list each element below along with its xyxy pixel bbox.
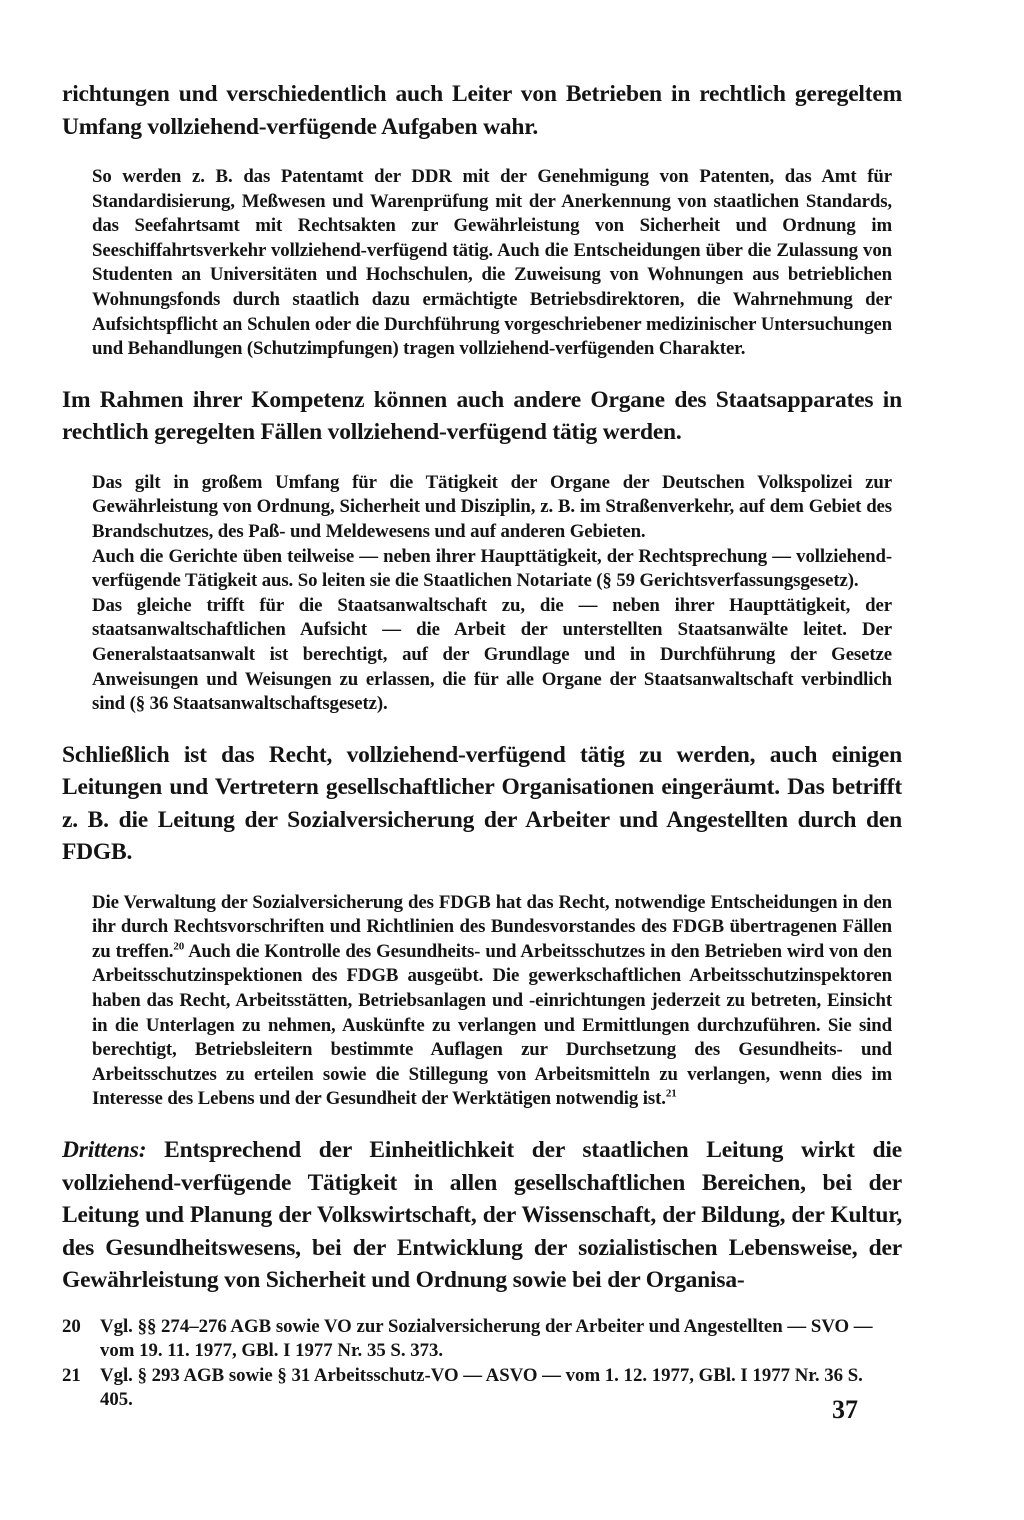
footnote-number: 20 [62, 1315, 81, 1337]
footnote-20 [62, 1315, 902, 1364]
indented-paragraph-2b: Auch die Gerichte üben teilweise — neben ihrer Haupttätigkeit, der Rechtsprechung — vollziehend-verfügende Tätigkeit aus. So leiten sie die Staatlichen Notariate (§ 59 Gerichtsverfassungsgesetz). [92, 545, 892, 592]
footnote-21 [62, 1364, 902, 1413]
page-number: 37 [832, 1395, 858, 1424]
footnote-text: Vgl. § 293 AGB sowie § 31 Arbeitsschutz-VO — ASVO — vom 1. 12. 1977, GBl. I 1977 Nr. 36 S. 405. [100, 1364, 863, 1411]
document-page [62, 78, 902, 1413]
indented-block-2 [62, 471, 902, 717]
body-paragraph-4 [62, 1134, 902, 1297]
body-paragraph-2: Im Rahmen ihrer Kompetenz können auch andere Organe des Staatsapparates in rechtlich geregelten Fällen vollziehend-verfügend tätig werden. [62, 386, 902, 446]
indented-paragraph-1: So werden z. B. das Patentamt der DDR mit der Genehmigung von Patenten, das Amt für Standardisierung, Meßwesen und Warenprüfung mit der Anerkennung von staatlichen Standards, das Seefahrtsamt mit Rechtsakten zur Gewährleistung von Sicherheit und Ordnung im Seeschiffahrtsverkehr vollziehend-verfügend tätig. Auch die Entscheidungen über die Zulassung von Studenten an Universitäten und Hochschulen, die Zuweisung von Wohnungen aus betrieblichen Wohnungsfonds durch staatlich dazu ermächtigte Betriebsdirektoren, die Wahrnehmung der Aufsichtspflicht an Schulen oder die Durchführung vorgeschriebener medizinischer Untersuchungen und Behandlungen (Schutzimpfungen) tragen vollziehend-verfügenden Charakter. [92, 166, 892, 360]
footnote-ref-20: 20 [173, 940, 185, 953]
indented-paragraph-2a: Das gilt in großem Umfang für die Tätigkeit der Organe der Deutschen Volkspolizei zur Gewährleistung von Ordnung, Sicherheit und Disziplin, z. B. im Straßenverkehr, auf dem Gebiet des Brandschutzes, des Paß- und Meldewesens und auf anderen Gebieten. [92, 471, 892, 542]
footnote-text: Vgl. §§ 274–276 AGB sowie VO zur Sozialversicherung der Arbeiter und Angestellten — SVO — vom 19. 11. 1977, GBl. I 1977 Nr. 35 S. 373. [100, 1315, 873, 1362]
body-paragraph-4-text: Entsprechend der Einheitlichkeit der staatlichen Leitung wirkt die vollziehend-verfügende Tätigkeit in allen gesellschaftlichen Bereichen, bei der Leitung und Planung der Volkswirtschaft, der Wissenschaft, der Bildung, der Kultur, des Gesundheitswesens, bei der Entwicklung der sozialistischen Lebensweise, der Gewährleistung von Sicherheit und Ordnung sowie bei der Organisa- [62, 1137, 902, 1294]
indented-paragraph-3 [62, 891, 902, 1112]
body-paragraph-3: Schließlich ist das Recht, vollziehend-verfügend tätig zu werden, auch einigen Leitungen und Vertretern gesellschaftlicher Organisationen eingeräumt. Das betrifft z. B. die Leitung der Sozialversicherung der Arbeiter und Angestellten durch den FDGB. [62, 741, 902, 866]
indented-paragraph-2c: Das gleiche trifft für die Staatsanwaltschaft zu, die — neben ihrer Haupttätigkeit, der staatsanwaltschaftlichen Aufsicht — die Arbeit der unterstellten Staatsanwälte leitet. Der Generalstaatsanwalt ist berechtigt, auf der Grundlage und in Durchführung der Gesetze Anweisungen und Weisungen zu erlassen, die für alle Organe der Staatsanwaltschaft verbindlich sind (§ 36 Staatsanwaltschaftsgesetz). [92, 594, 892, 715]
body-paragraph-1: richtungen und verschiedentlich auch Leiter von Betrieben in rechtlich geregeltem Umfang vollziehend-verfügende Aufgaben wahr. [62, 81, 902, 140]
footnotes [62, 1315, 902, 1413]
drittens-lead: Drittens: [62, 1137, 147, 1164]
footnote-number: 21 [62, 1364, 81, 1386]
indented-paragraph-3-part-b: Auch die Kontrolle des Gesundheits- und Arbeitsschutzes in den Betrieben wird von den Arbeitsschutzinspektionen des FDGB ausgeübt. Die gewerkschaftlichen Arbeitsschutzinspektoren haben das Recht, Arbeitsstätten, Betriebsanlagen und -einrichtungen jederzeit zu betreten, Einsicht in die Unterlagen zu nehmen, Auskünfte zu verlangen und Ermittlungen durchzuführen. Sie sind berechtigt, Betriebsleitern bestimmte Auflagen zur Durchsetzung des Gesundheits- und Arbeitsschutzes zu erteilen sowie die Stillegung von Arbeitsmitteln zu verlangen, wenn dies im Interesse des Lebens und der Gesundheit der Werktätigen notwendig ist. [92, 940, 893, 1110]
indented-paragraph-3-part-a: Die Verwaltung der Sozialversicherung des FDGB hat das Recht, notwendige Entscheidungen in den ihr durch Rechtsvorschriften und Richtlinien des Bundesvorstandes des FDGB übertragenen Fällen zu treffen. [92, 891, 892, 962]
footnote-ref-21: 21 [665, 1088, 677, 1101]
